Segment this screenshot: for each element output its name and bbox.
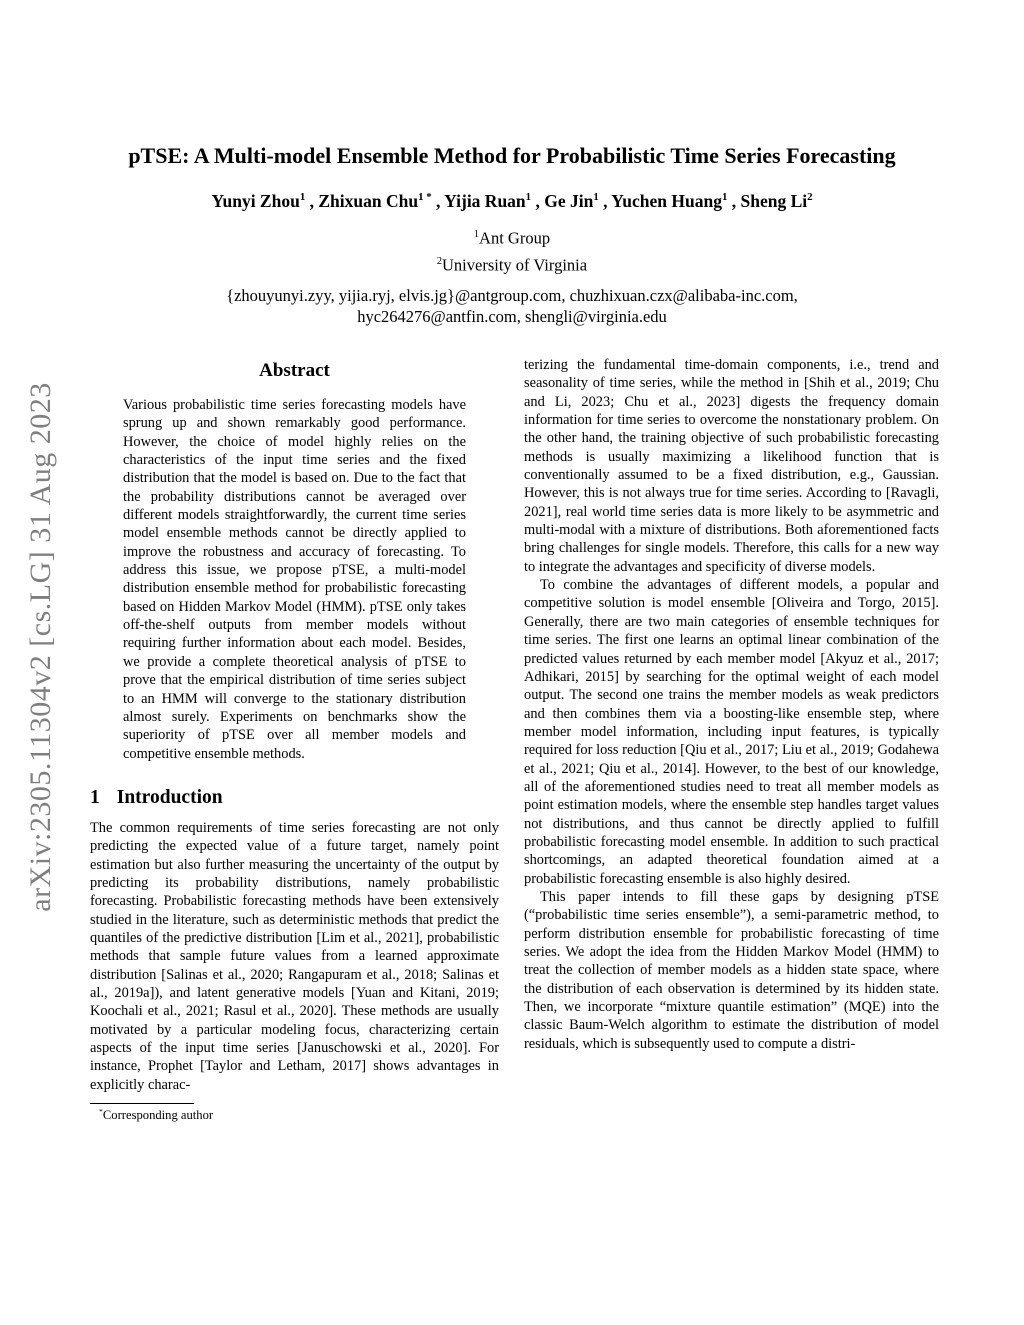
author: Yuchen Huang$^1$ , bbox=[611, 191, 741, 211]
footnote-block bbox=[90, 1103, 499, 1123]
footnote-divider bbox=[90, 1103, 194, 1104]
email-block bbox=[0, 285, 1024, 327]
email-line: {zhouyunyi.zyy, yijia.ryj, elvis.jg}@antgroup.com, chuzhixuan.czx@alibaba-inc.com, bbox=[226, 286, 798, 305]
author-affiliation-mark: 1 bbox=[593, 191, 599, 204]
arxiv-watermark: arXiv:2305.11304v2 [cs.LG] 31 Aug 2023 bbox=[24, 382, 57, 912]
right-column bbox=[524, 356, 939, 1053]
affiliation-ant-group: $^1$Ant Group bbox=[473, 228, 551, 248]
author-affiliation-mark: 1 bbox=[721, 191, 728, 204]
author-affiliation-mark: 1 bbox=[299, 191, 306, 204]
author-affiliation-mark: 2 bbox=[807, 191, 813, 204]
author-affiliation-mark: 1 bbox=[525, 191, 532, 204]
body-paragraph: This paper intends to fill these gaps by designing pTSE (“probabilistic time series ensemble”), a semi-parametric method, to perform distribution ensemble for probabilistic forecasting of time series. We adopt the idea from the Hidden Markov Model (HMM) to treat the collection of member models as a hidden state space, where the distribution of each observation is determined by its hidden state. Then, we incorporate “mixture quantile estimation” (MQE) into the classic Baum-Welch algorithm to estimate the distribution of model residuals, which is subsequently used to compute a distri- bbox=[524, 888, 939, 1052]
email-line: hyc264276@antfin.com, shengli@virginia.edu bbox=[357, 307, 667, 326]
affiliations bbox=[0, 223, 1024, 276]
section-heading-introduction bbox=[90, 787, 499, 809]
author-line bbox=[0, 191, 1024, 212]
author: Yunyi Zhou$^1$ , bbox=[211, 191, 319, 211]
author: Ge Jin$^1$ , bbox=[544, 191, 612, 211]
left-column bbox=[90, 356, 499, 1123]
body-paragraph-continuation: terizing the fundamental time-domain components, i.e., trend and seasonality of time series, while the method in [Shih et al., 2019; Chu and Li, 2023; Chu et al., 2023] digests the frequency domain information for time series to overcome the nonstationary problem. On the other hand, the training objective of such probabilistic forecasting methods is usually maximizing a likelihood function that is conventionally assumed to be a fixed distribution, e.g., Gaussian. However, this is not always true for time series. According to [Ravagli, 2021], real world time series data is more likely to be asymmetric and multi-modal with a mixture of distributions. Both aforementioned facts bring challenges for single models. Therefore, this calls for a new way to integrate the advantages and specificity of diverse models. bbox=[524, 357, 939, 575]
paper-header bbox=[0, 143, 1024, 327]
section-number: 1 bbox=[90, 786, 100, 808]
abstract-heading: Abstract bbox=[259, 360, 330, 381]
corresponding-author-footnote: *Corresponding author bbox=[99, 1107, 214, 1123]
author: Zhixuan Chu$^{1 *}$ , bbox=[318, 191, 445, 211]
body-paragraph: To combine the advantages of different models, a popular and competitive solution is model ensemble [Oliveira and Torgo, 2015]. Generally, there are two main categories of ensemble techniques for time series. The first one learns an optimal linear combination of the predicted values returned by each member model [Akyuz et al., 2017; Adhikari, 2015] by searching for the optimal weight of each model output. The second one trains the member models as weak predictors and then combines them via a boosting-like ensemble step, where member model information, including input features, is typically required for loss reduction [Qiu et al., 2017; Liu et al., 2019; Godahewa et al., 2021; Qiu et al., 2014]. However, to the best of our knowledge, all of the aforementioned studies need to treat all member models as point estimation models, where the ensemble step handles target values not distributions, and thus cannot be directly applied to fulfill probabilistic forecasting model ensemble. In addition to such practical shortcomings, an adapted theoretical foundation aimed at a probabilistic forecasting ensemble is also highly desired. bbox=[524, 577, 939, 887]
introduction-paragraph: The common requirements of time series forecasting are not only predicting the expected value of a future target, namely point estimation but also further measuring the uncertainty of the output by predicting its probability distributions, namely probabilistic forecasting. Probabilistic forecasting methods have been extensively studied in the literature, such as deterministic methods that predict the quantiles of the predictive distribution [Lim et al., 2021], probabilistic methods that sample future values from a learned approximate distribution [Salinas et al., 2020; Rangapuram et al., 2018; Salinas et al., 2019a]), and latent generative models [Yuan and Kitani, 2019; Koochali et al., 2021; Rasul et al., 2020]. These methods are usually motivated by a particular modeling focus, characterizing certain aspects of the input time series [Januschowski et al., 2020]. For instance, Prophet [Taylor and Letham, 2017] shows advantages in explicitly charac- bbox=[90, 819, 499, 1093]
two-column-body bbox=[90, 356, 939, 1123]
author: Sheng Li$^2$ bbox=[740, 191, 813, 211]
abstract-body: Various probabilistic time series forecasting models have sprung up and shown remarkably good performance. However, the choice of model highly relies on the characteristics of the input time series and the fixed distribution that the model is based on. Due to the fact that the probability distributions cannot be averaged over different models straightforwardly, the current time series model ensemble methods cannot be directly applied to improve the robustness and accuracy of forecasting. To address this issue, we propose pTSE, a multi-model distribution ensemble method for probabilistic forecasting based on Hidden Markov Model (HMM). pTSE only takes off-the-shelf outputs from member models without requiring further information about each model. Besides, we provide a complete theoretical analysis of pTSE to prove that the empirical distribution of time series subject to an HMM will converge to the stationary distribution almost surely. Experiments on benchmarks show the superiority of pTSE over all member models and competitive ensemble methods. bbox=[123, 397, 466, 762]
author-affiliation-mark: 1 * bbox=[418, 191, 432, 204]
affiliation-university-of-virginia: $^2$University of Virginia bbox=[436, 255, 588, 274]
section-title: Introduction bbox=[116, 786, 223, 808]
author: Yijia Ruan$^1$ , bbox=[444, 191, 545, 211]
footnote-marker: * bbox=[99, 1107, 103, 1117]
paper-title: pTSE: A Multi-model Ensemble Method for Probabilistic Time Series Forecasting bbox=[128, 143, 896, 168]
